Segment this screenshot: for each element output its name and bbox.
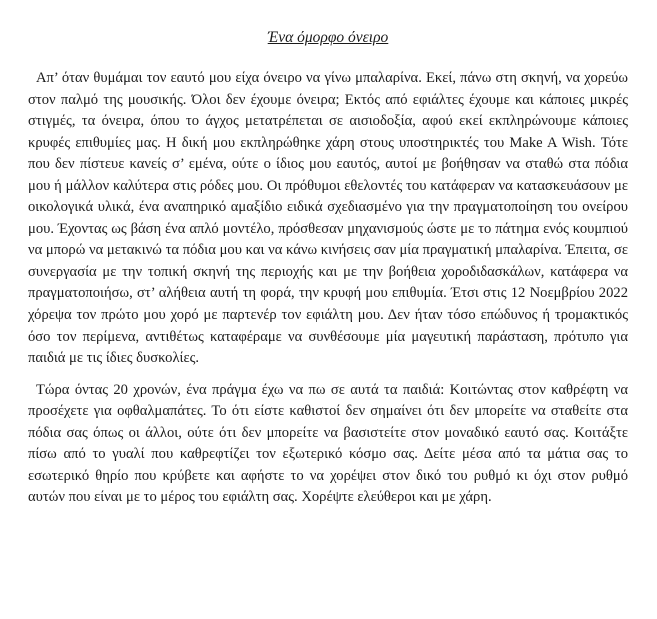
- paragraph-1: Απ’ όταν θυμάμαι τον εαυτό μου είχα όνειρο να γίνω μπαλαρίνα. Εκεί, πάνω στη σκηνή, να χορεύω στον παλμό της μουσικής. Όλοι δεν έχουμε όνειρα; Εκτός από εφιάλτες έχουμε και κάποιες μικρές στιγμές, τα όνειρα, όπου το άγχος μετατρέπεται σε αισιοδοξία, αφού εκεί εκπληρώνουμε κάποιες κρυφές επιθυμίες μας. Η δική μου εκπληρώθηκε χάρη στους υποστηρικτές του Make A Wish. Τότε που δεν πίστευε κανείς σ’ εμένα, ούτε ο ίδιος μου εαυτός, αυτοί με βοήθησαν να σταθώ στα πόδια μου ή μάλλον καλύτερα στις ρόδες μου. Οι πρόθυμοι εθελοντές του κατάφεραν να κατασκευάσουν με οικολογικά υλικά, ένα αναπηρικό αμαξίδιο ειδικά σχεδιασμένο για την πραγματοποίηση του ονείρου μου. Έχοντας ως βάση ένα απλό μοντέλο, πρόσθεσαν μηχανισμούς ώστε με το πάτημα ενός κουμπιού να μπορώ να μετακινώ τα πόδια μου και να κάνω κινήσεις σαν μία πραγματική μπαλαρίνα. Έπειτα, σε συνεργασία με την τοπική σκηνή της περιοχής και με την βοήθεια χοροδιδασκάλων, κατάφερα να πραγματοποιήσω, στ’ αλήθεια αυτή τη φορά, την κρυφή μου επιθυμία. Έτσι στις 12 Νοεμβρίου 2022 χόρεψα τον πρώτο μου χορό με παρτενέρ τον εφιάλτη μου. Δεν ήταν τόσο επώδυνος ή τρομακτικός όσο τον περίμενα, αντιθέτως καταφέραμε να συνθέσουμε μία μαγευτική παράσταση, πρότυπο για παιδιά με τις ίδιες δυσκολίες.: [28, 70, 628, 367]
- document-title: Ένα όμορφο όνειρο: [267, 29, 389, 46]
- document-page: [28, 28, 628, 509]
- paragraph-2: Τώρα όντας 20 χρονών, ένα πράγμα έχω να πω σε αυτά τα παιδιά: Κοιτώντας στον καθρέφτη να προσέχετε για οφθαλμαπάτες. Το ότι είστε καθιστοί δεν σημαίνει ότι δεν μπορείτε να σταθείτε στα πόδια σας όπως οι άλλοι, ούτε ότι δεν μπορείτε να βασιστείτε στον μοναδικό εαυτό σας. Κοιτάξτε πίσω από το γυαλί που καθρεφτίζει τον εξωτερικό κόσμο σας. Δείτε μέσα από τα μάτια σας το εσωτερικό θηρίο που κρύβετε και αφήστε το να χορέψει στον δικό του ρυθμό κι όχι στον ρυθμό αυτών που είναι με το μέρος του εφιάλτη σας. Χορέψτε ελεύθεροι και με χάρη.: [28, 381, 628, 506]
